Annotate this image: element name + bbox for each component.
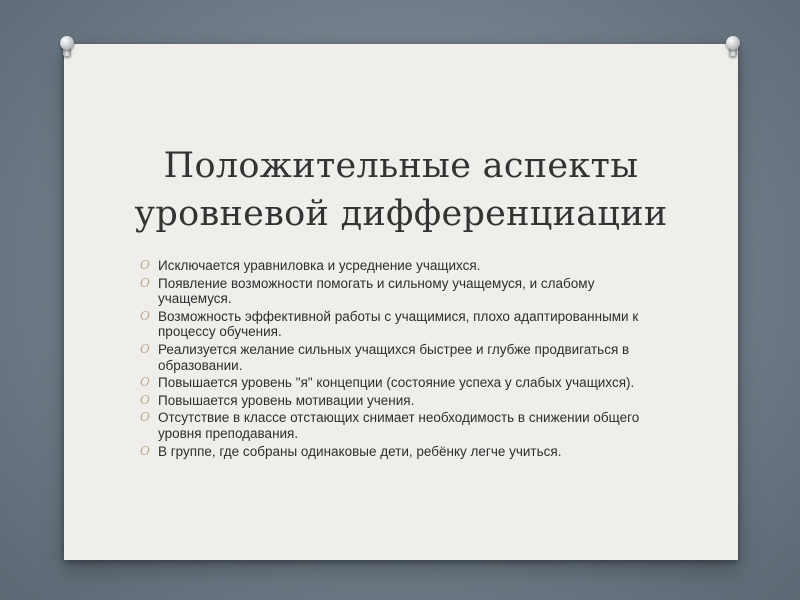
bullet-marker-icon: O [140, 275, 150, 290]
bullet-marker-icon: O [140, 392, 150, 407]
bullet-text: Отсутствие в классе отстающих снимает необходимость в снижении общего уровня преподавания. [158, 410, 640, 441]
bullet-text: Повышается уровень мотивации учения. [158, 392, 415, 408]
pushpin-icon [60, 36, 74, 56]
slide-title [64, 142, 738, 238]
bullet-marker-icon: O [140, 258, 150, 272]
bullet-marker-icon: O [140, 443, 150, 458]
bullet-item [140, 276, 660, 307]
bullet-item [140, 444, 660, 460]
bullet-text: Появление возможности помогать и сильному учащемуся, и слабому учащемуся. [158, 275, 595, 307]
bullet-text: Повышается уровень "я" концепции (состояние успеха у слабых учащихся). [158, 375, 635, 391]
bullet-text: В группе, где собраны одинаковые дети, ребёнку легче учиться. [158, 443, 562, 459]
bullet-marker-icon: O [140, 341, 150, 356]
pushpin-icon [726, 36, 740, 56]
slide-card [64, 44, 738, 560]
bullet-item [140, 375, 660, 391]
bullet-marker-icon: O [140, 375, 150, 390]
bullet-text: Исключается уравниловка и усреднение учащихся. [158, 258, 481, 273]
bullet-item [140, 258, 660, 274]
bullet-item [140, 309, 660, 340]
bullet-list [140, 258, 660, 461]
bullet-item [140, 393, 660, 409]
slide-title-line-1: Положительные аспекты [163, 146, 639, 186]
bullet-marker-icon: O [140, 410, 150, 425]
bullet-marker-icon: O [140, 308, 150, 323]
bullet-text: Реализуется желание сильных учащихся быстрее и глубже продвигаться в образовании. [158, 341, 630, 373]
slide-title-line-2: уровневой дифференциации [134, 194, 668, 234]
bullet-item [140, 342, 660, 373]
bullet-item [140, 410, 660, 441]
bullet-text: Возможность эффективной работы с учащимися, плохо адаптированными к процессу обучения. [158, 308, 639, 340]
